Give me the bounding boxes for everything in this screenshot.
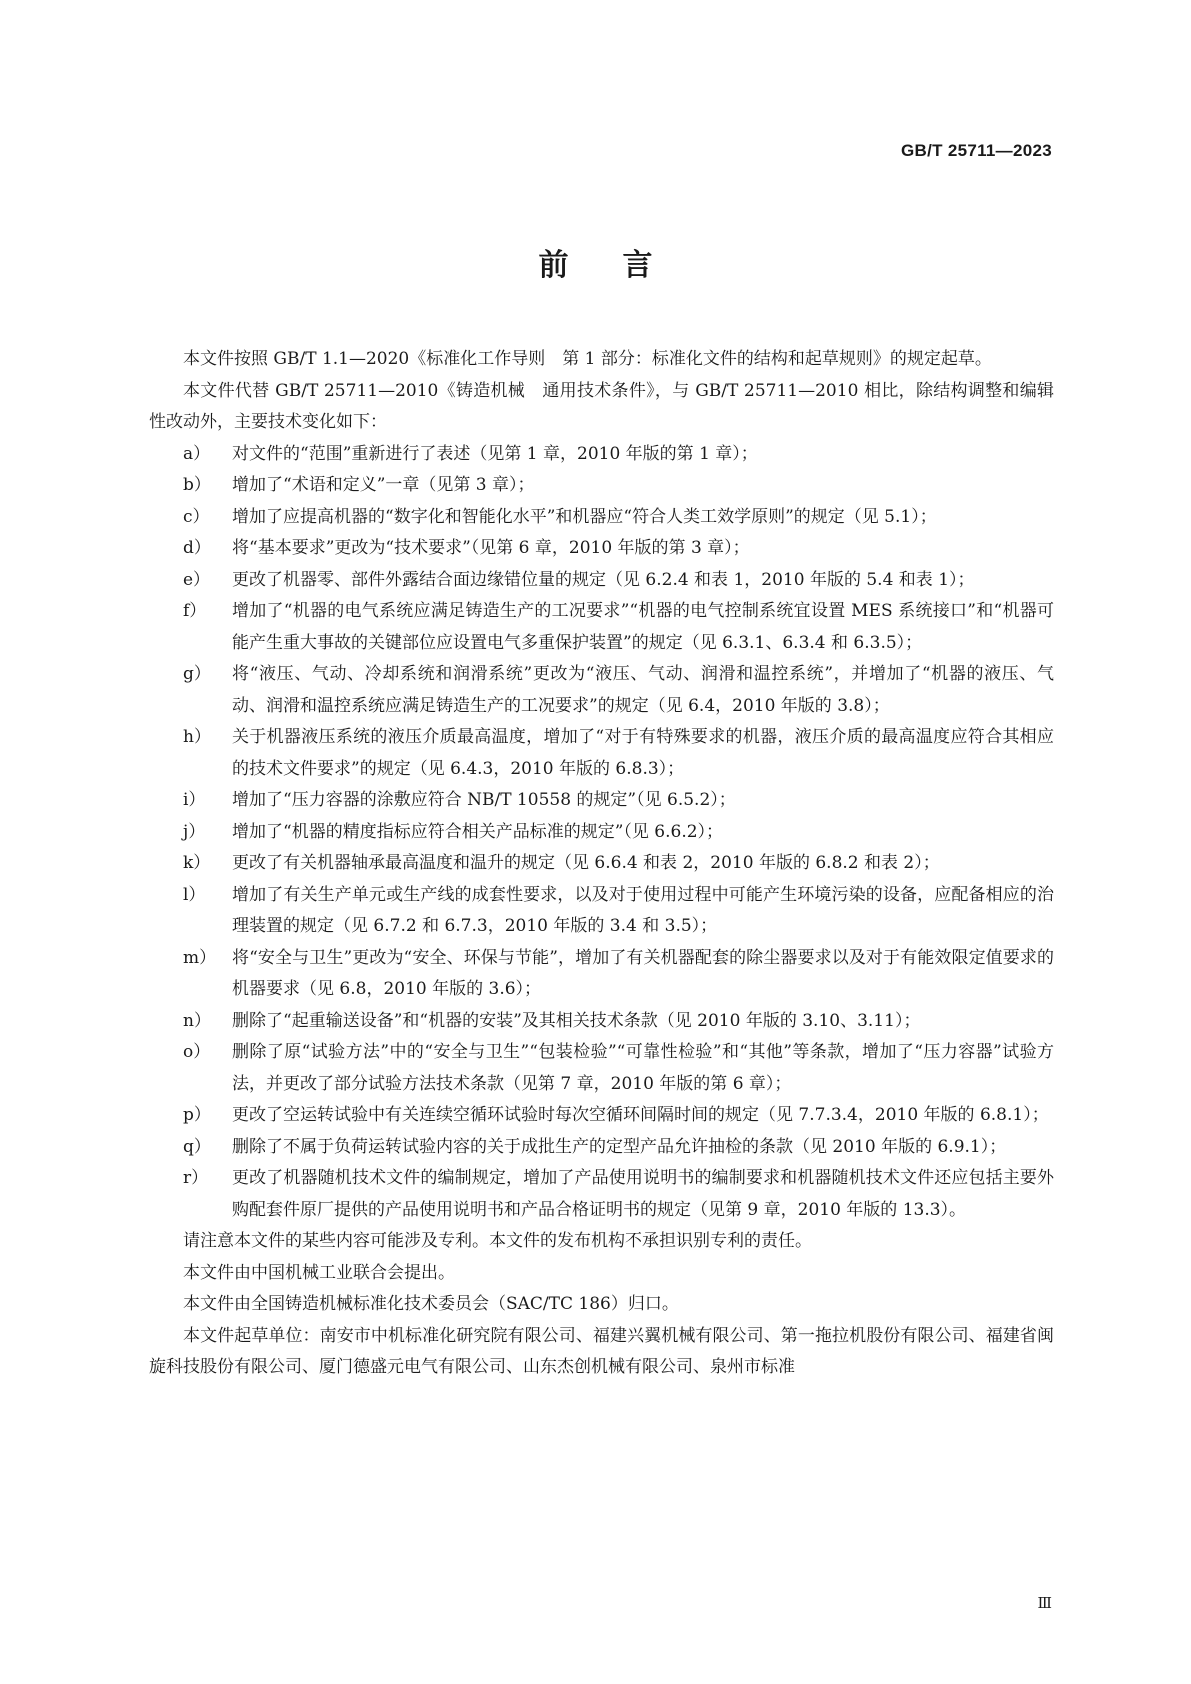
list-text: 增加了“机器的精度指标应符合相关产品标准的规定”（见 6.6.2）；: [232, 821, 724, 842]
list-item: [149, 848, 1054, 880]
list-item: [149, 785, 1054, 817]
list-label: p）: [183, 1105, 211, 1125]
list-label: j）: [183, 821, 206, 842]
list-text: 将“液压、气动、冷却系统和润滑系统”更改为“液压、气动、润滑和温控系统”，并增加了“机器的液压、气动、润滑和温控系统应满足铸造生产的工况要求”的规定（见 6.4，2010 年版的 3.8）；: [232, 664, 1054, 716]
list-text: 更改了空运转试验中有关连续空循环试验时每次空循环间隔时间的规定（见 7.7.3.4，2010 年版的 6.8.1）；: [232, 1105, 1049, 1125]
list-text: 增加了“机器的电气系统应满足铸造生产的工况要求”“机器的电气控制系统宜设置 MES 系统接口”和“机器可能产生重大事故的关键部位应设置电气多重保护装置”的规定（见 6.3.1、6.3.4 和 6.3.5）；: [232, 601, 1054, 653]
list-label: q）: [183, 1136, 211, 1157]
list-item: [149, 439, 1054, 471]
list-text: 对文件的“范围”重新进行了表述（见第 1 章，2010 年版的第 1 章）；: [232, 443, 758, 464]
list-label: l）: [183, 884, 206, 905]
list-text: 删除了原“试验方法”中的“安全与卫生”“包装检验”“可靠性检验”和“其他”等条款，增加了“压力容器”试验方法，并更改了部分试验方法技术条款（见第 7 章，2010 年版的第 6 章）；: [232, 1042, 1054, 1094]
list-label: g）: [183, 664, 211, 684]
list-item: [149, 1006, 1054, 1038]
list-label: e）: [183, 569, 211, 590]
list-item: [149, 659, 1054, 722]
page-number: Ⅲ: [1037, 1594, 1052, 1612]
list-item: [149, 470, 1054, 502]
list-label: h）: [183, 727, 211, 747]
list-item: [149, 1132, 1054, 1164]
paragraph: 本文件由全国铸造机械标准化技术委员会（SAC/TC 186）归口。: [183, 1294, 679, 1314]
list-item: [149, 722, 1054, 785]
list-text: 将“安全与卫生”更改为“安全、环保与节能”，增加了有关机器配套的除尘器要求以及对于有能效限定值要求的机器要求（见 6.8，2010 年版的 3.6）；: [232, 947, 1054, 999]
list-label: n）: [183, 1010, 211, 1031]
list-text: 更改了有关机器轴承最高温度和温升的规定（见 6.6.4 和表 2，2010 年版的 6.8.2 和表 2）；: [232, 853, 940, 873]
list-label: d）: [183, 538, 211, 558]
paragraph: 请注意本文件的某些内容可能涉及专利。本文件的发布机构不承担识别专利的责任。: [183, 1231, 812, 1251]
list-item: [149, 880, 1054, 943]
list-label: f）: [183, 601, 207, 621]
list-item: [149, 502, 1054, 534]
list-text: 增加了应提高机器的“数字化和智能化水平”和机器应“符合人类工效学原则”的规定（见 5.1）；: [232, 506, 937, 527]
list-label: r）: [183, 1168, 209, 1188]
document-body: [149, 344, 1054, 1384]
list-text: 更改了机器随机技术文件的编制规定，增加了产品使用说明书的编制要求和机器随机技术文件还应包括主要外购配套件原厂提供的产品使用说明书和产品合格证明书的规定（见第 9 章，2010 年版的 13.3）。: [232, 1168, 1054, 1220]
list-label: i）: [183, 790, 206, 810]
paragraph: 本文件按照 GB/T 1.1—2020《标准化工作导则 第 1 部分：标准化文件的结构和起草规则》的规定起草。: [183, 349, 992, 369]
list-text: 关于机器液压系统的液压介质最高温度，增加了“对于有特殊要求的机器，液压介质的最高温度应符合其相应的技术文件要求”的规定（见 6.4.3，2010 年版的 6.8.3）；: [232, 727, 1054, 779]
list-label: k）: [183, 853, 211, 873]
list-text: 增加了有关生产单元或生产线的成套性要求，以及对于使用过程中可能产生环境污染的设备，应配备相应的治理装置的规定（见 6.7.2 和 6.7.3，2010 年版的 3.4 和 3.5）；: [232, 884, 1054, 936]
list-label: a）: [183, 443, 211, 464]
list-text: 增加了“术语和定义”一章（见第 3 章）；: [232, 475, 535, 495]
list-label: b）: [183, 475, 211, 495]
list-item: [149, 1163, 1054, 1226]
list-text: 删除了不属于负荷运转试验内容的关于成批生产的定型产品允许抽检的条款（见 2010 年版的 6.9.1）；: [232, 1136, 1007, 1157]
list-text: 更改了机器零、部件外露结合面边缘错位量的规定（见 6.2.4 和表 1，2010 年版的 5.4 和表 1）；: [232, 569, 975, 590]
list-text: 增加了“压力容器的涂敷应符合 NB/T 10558 的规定”（见 6.5.2）；: [232, 790, 736, 810]
list-label: c）: [183, 506, 210, 527]
standard-number: GB/T 25711—2023: [901, 141, 1052, 160]
list-text: 将“基本要求”更改为“技术要求”（见第 6 章，2010 年版的第 3 章）；: [232, 538, 750, 558]
list-label: o）: [183, 1042, 211, 1062]
paragraph: 本文件代替 GB/T 25711—2010《铸造机械 通用技术条件》，与 GB/T 25711—2010 相比，除结构调整和编辑性改动外，主要技术变化如下：: [149, 380, 1054, 432]
list-item: [149, 565, 1054, 597]
list-item: [149, 1100, 1054, 1132]
list-item: [149, 943, 1054, 1006]
list-item: [149, 533, 1054, 565]
list-item: [149, 817, 1054, 849]
page-title: 前言: [538, 248, 707, 283]
list-label: m）: [183, 947, 217, 968]
list-item: [149, 596, 1054, 659]
paragraph: 本文件起草单位：南安市中机标准化研究院有限公司、福建兴翼机械有限公司、第一拖拉机股份有限公司、福建省闽旋科技股份有限公司、厦门德盛元电气有限公司、山东杰创机械有限公司、泉州市标准: [149, 1325, 1054, 1377]
paragraph: 本文件由中国机械工业联合会提出。: [183, 1262, 455, 1283]
list-text: 删除了“起重输送设备”和“机器的安装”及其相关技术条款（见 2010 年版的 3.10、3.11）；: [232, 1010, 921, 1031]
list-item: [149, 1037, 1054, 1100]
